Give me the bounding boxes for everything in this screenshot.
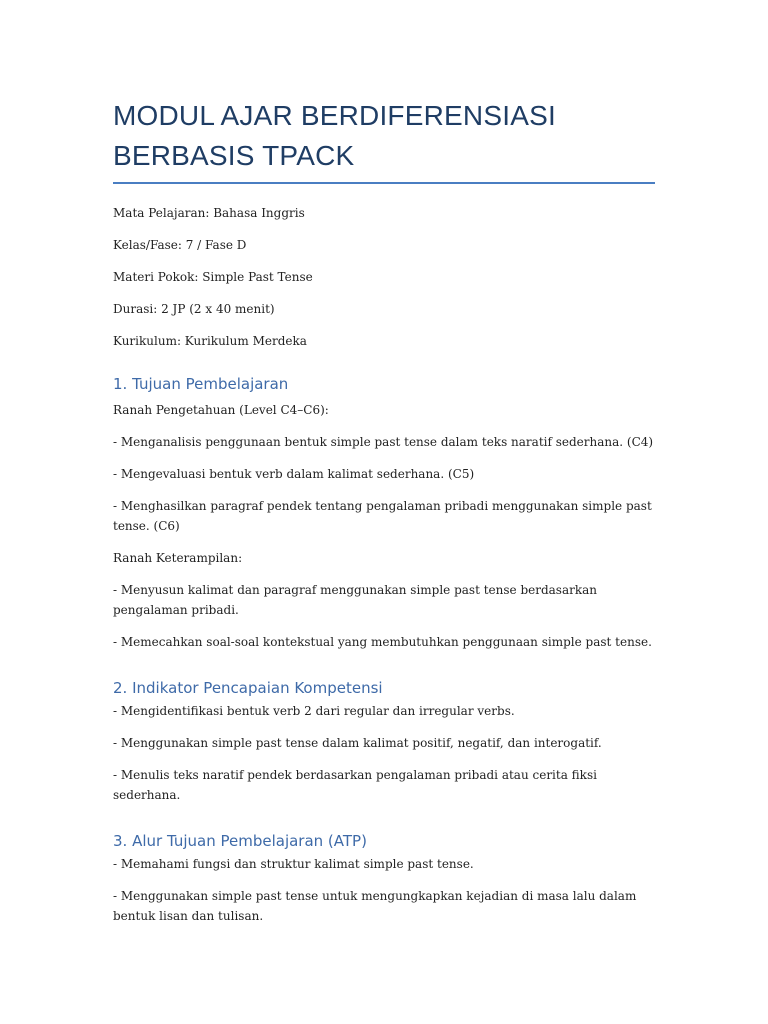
bullet-item: - Mengidentifikasi bentuk verb 2 dari regular dan irregular verbs. [113, 704, 515, 718]
title-line-2: BERBASIS TPACK [113, 140, 355, 171]
title-line-1: MODUL AJAR BERDIFERENSIASI [113, 100, 556, 131]
section-tujuan [113, 374, 658, 652]
bullet-item: - Menyusun kalimat dan paragraf menggunakan simple past tense berdasarkan pengalaman pribadi. [113, 583, 598, 617]
bullet-item: - Mengevaluasi bentuk verb dalam kalimat sederhana. (C5) [113, 467, 475, 481]
bullet-item: - Menganalisis penggunaan bentuk simple past tense dalam teks naratif sederhana. (C4) [113, 435, 654, 449]
section-atp [113, 831, 658, 926]
bullet-item: - Menghasilkan paragraf pendek tentang pengalaman pribadi menggunakan simple past tense. (C6) [113, 499, 652, 533]
document-page [113, 0, 658, 938]
meta-curriculum: Kurikulum: Kurikulum Merdeka [113, 334, 307, 348]
section-heading: 1. Tujuan Pembelajaran [113, 375, 289, 393]
bullet-item: - Memahami fungsi dan struktur kalimat simple past tense. [113, 857, 474, 871]
bullet-item: - Menggunakan simple past tense dalam kalimat positif, negatif, dan interogatif. [113, 736, 602, 750]
paragraph: Ranah Pengetahuan (Level C4–C6): [113, 403, 329, 417]
meta-class: Kelas/Fase: 7 / Fase D [113, 238, 247, 252]
title-underline [113, 182, 655, 184]
meta-duration: Durasi: 2 JP (2 x 40 menit) [113, 302, 275, 316]
bullet-item: - Menulis teks naratif pendek berdasarkan pengalaman pribadi atau cerita fiksi sederhana. [113, 768, 597, 802]
meta-block [113, 204, 658, 350]
meta-topic: Materi Pokok: Simple Past Tense [113, 270, 313, 284]
bullet-item: - Memecahkan soal-soal kontekstual yang membutuhkan penggunaan simple past tense. [113, 635, 652, 649]
bullet-item: - Menggunakan simple past tense untuk mengungkapkan kejadian di masa lalu dalam bentuk lisan dan tulisan. [113, 889, 637, 923]
paragraph: Ranah Keterampilan: [113, 551, 243, 565]
section-indikator [113, 678, 658, 805]
section-heading: 2. Indikator Pencapaian Kompetensi [113, 679, 383, 697]
meta-subject: Mata Pelajaran: Bahasa Inggris [113, 206, 305, 220]
section-heading: 3. Alur Tujuan Pembelajaran (ATP) [113, 832, 367, 850]
document-title [113, 0, 658, 176]
